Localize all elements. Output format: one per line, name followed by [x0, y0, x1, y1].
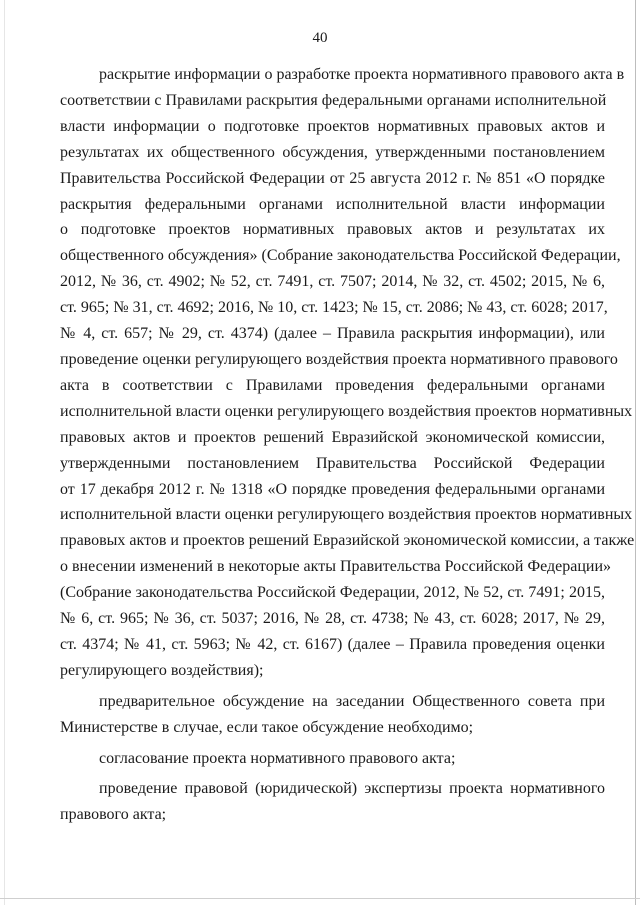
- text-line: Министерстве в случае, если такое обсуждение необходимо;: [60, 718, 474, 736]
- text-line: № 4, ст. 657; № 29, ст. 4374) (далее – Правила раскрытия информации), или: [60, 325, 605, 343]
- text-line: проведение оценки регулирующего воздействия проекта нормативного правового: [60, 350, 618, 368]
- paragraph: [60, 746, 605, 772]
- text-line: о внесении изменений в некоторые акты Правительства Российской Федерации»: [60, 558, 612, 576]
- paragraph: [60, 62, 635, 684]
- text-line: исполнительной власти оценки регулирующего воздействия проектов нормативных: [60, 402, 633, 420]
- text-line: общественного обсуждения» (Собрание законодательства Российской Федерации,: [60, 247, 621, 265]
- text-line: № 6, ст. 965; № 36, ст. 5037; 2016, № 28, ст. 4738; № 43, ст. 6028; 2017, № 29,: [60, 610, 605, 628]
- text-line: правовых актов и проектов решений Евразийской экономической комиссии,: [60, 428, 605, 446]
- document-body: [60, 62, 635, 828]
- scan-edge-right: [635, 0, 636, 905]
- text-line: предварительное обсуждение на заседании Общественного совета при: [99, 692, 605, 710]
- text-line: раскрытие информации о разработке проекта нормативного правового акта в: [99, 66, 625, 83]
- scan-edge-bottom: [0, 898, 640, 899]
- text-line: акта в соответствии с Правилами проведения федеральными органами: [60, 376, 605, 394]
- text-line: результатах их общественного обсуждения, утвержденными постановлением: [60, 143, 605, 161]
- page-number: 40: [312, 30, 328, 46]
- text-line: правовых актов и проектов решений Евразийской экономической комиссии, а также: [60, 532, 635, 550]
- text-line: о подготовке проектов нормативных правовых актов и результатах их: [60, 221, 605, 239]
- text-line: согласование проекта нормативного правового акта;: [99, 749, 456, 767]
- text-line: ст. 4374; № 41, ст. 5963; № 42, ст. 6167) (далее – Правила проведения оценки: [60, 635, 605, 653]
- text-line: правового акта;: [60, 806, 167, 824]
- paragraph: [60, 776, 605, 828]
- scan-edge-left: [4, 0, 5, 905]
- text-line: регулирующего воздействия);: [60, 661, 264, 679]
- text-line: проведение правовой (юридической) экспертизы проекта нормативного: [99, 780, 605, 798]
- text-line: власти информации о подготовке проектов нормативных правовых актов и: [60, 117, 605, 135]
- text-line: соответствии с Правилами раскрытия федеральными органами исполнительной: [60, 91, 607, 109]
- text-line: ст. 965; № 31, ст. 4692; 2016, № 10, ст. 1423; № 15, ст. 2086; № 43, ст. 6028; 2017,: [60, 299, 608, 317]
- text-line: (Собрание законодательства Российской Федерации, 2012, № 52, ст. 7491; 2015,: [60, 584, 605, 602]
- text-line: утвержденными постановлением Правительства Российской Федерации: [60, 454, 605, 472]
- text-line: раскрытия федеральными органами исполнительной власти информации: [60, 195, 605, 213]
- text-line: исполнительной власти оценки регулирующего воздействия проектов нормативных: [60, 506, 633, 524]
- text-line: Правительства Российской Федерации от 25 августа 2012 г. № 851 «О порядке: [60, 169, 605, 187]
- text-line: от 17 декабря 2012 г. № 1318 «О порядке проведения федеральными органами: [60, 480, 605, 498]
- text-line: 2012, № 36, ст. 4902; № 52, ст. 7491, ст. 7507; 2014, № 32, ст. 4502; 2015, № 6,: [60, 273, 605, 291]
- paragraph: [60, 689, 605, 741]
